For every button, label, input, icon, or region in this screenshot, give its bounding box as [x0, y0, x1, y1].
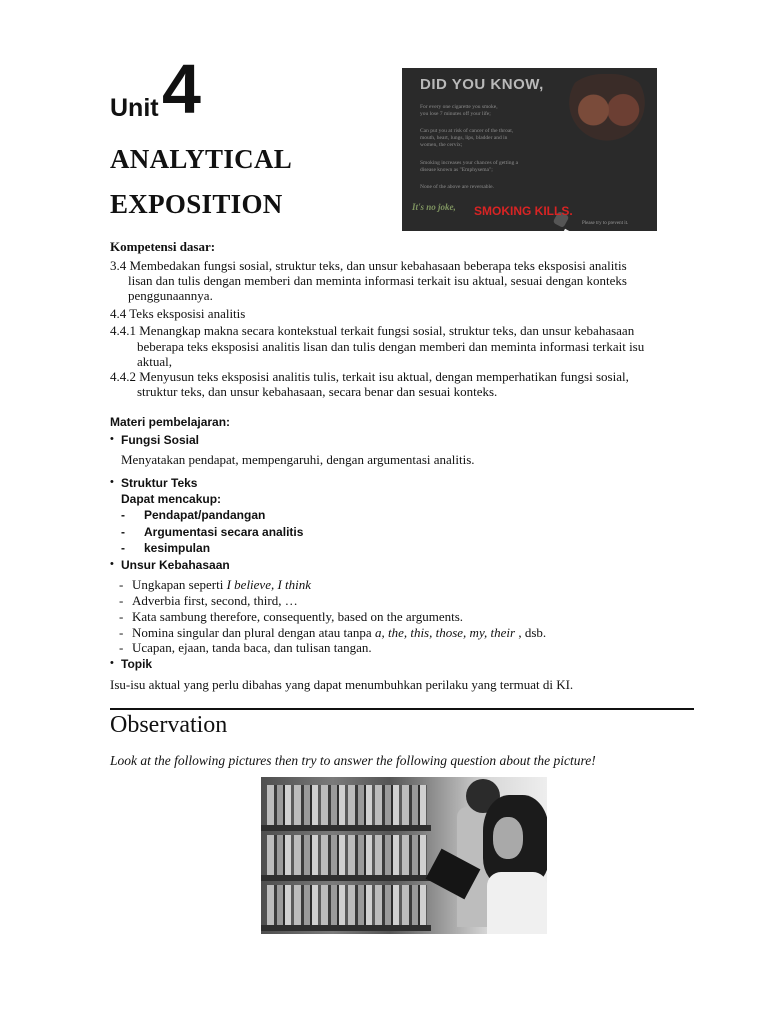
kompetensi-item: 4.4.2 Menyusun teks eksposisi analitis tulis, terkait isu aktual, dengan memperhatikan fungsi sosial,	[110, 369, 629, 384]
bookshelf-books	[267, 785, 427, 825]
poster-text-line: Can put you at risk of cancer of the throat,	[420, 128, 514, 134]
struktur-teks-sub: Dapat mencakup:	[121, 492, 222, 506]
lungs-illustration	[562, 74, 652, 146]
kompetensi-item: 4.4 Teks eksposisi analitis	[110, 306, 246, 321]
student-woman-face	[493, 817, 523, 859]
observation-title: Observation	[110, 712, 228, 738]
anti-smoking-poster	[402, 68, 657, 231]
unsur-item: Ucapan, ejaan, tanda baca, dan tulisan tangan.	[132, 640, 372, 655]
struktur-item: Argumentasi secara analitis	[144, 525, 304, 539]
unsur-kebahasaan-label: Unsur Kebahasaan	[121, 558, 230, 572]
dash-icon: -	[119, 609, 124, 624]
poster-text-line: Smoking increases your chances of getting a	[420, 160, 519, 166]
unsur-item-italic: a, the, this, those, my, their	[374, 625, 516, 640]
title-line-1: ANALYTICAL	[110, 144, 293, 174]
poster-text-line: women, the cervix;	[420, 142, 463, 148]
fungsi-sosial-label: Fungsi Sosial	[121, 433, 200, 447]
poster-title: DID YOU KNOW,	[420, 76, 544, 93]
dash-icon: -	[121, 525, 125, 539]
struktur-teks-label: Struktur Teks	[121, 476, 198, 490]
bookshelf-shelf	[261, 875, 431, 881]
dash-icon: -	[119, 577, 124, 592]
bookshelf-books	[267, 885, 427, 925]
kompetensi-item: penggunaannya.	[128, 288, 213, 303]
kompetensi-item: beberapa teks eksposisi analitis lisan dan tulis dengan memberi dan meminta informasi terkait isu	[137, 339, 645, 354]
bullet-icon: •	[110, 657, 114, 669]
dash-icon: -	[121, 541, 125, 555]
struktur-item: Pendapat/pandangan	[144, 508, 266, 522]
bullet-icon: •	[110, 558, 114, 570]
dash-icon: -	[119, 625, 124, 640]
unit-number: 4	[162, 50, 201, 128]
library-photo	[261, 777, 547, 934]
poster-text-line: disease known as "Emphysema";	[420, 167, 493, 173]
poster-smoking-kills: SMOKING KILLS.	[474, 204, 573, 218]
dash-icon: -	[121, 508, 125, 522]
unsur-item	[132, 577, 311, 593]
poster-footer: Please try to prevent it.	[582, 221, 629, 226]
title-line-2: EXPOSITION	[110, 189, 283, 219]
unsur-item-text: Ungkapan seperti	[132, 577, 227, 592]
materi-heading: Materi pembelajaran:	[110, 415, 231, 429]
poster-text-line: you lose 7 minutes off your life;	[420, 111, 491, 117]
bookshelf-shelf	[261, 925, 431, 931]
student-woman	[487, 872, 547, 934]
cigarette-icon	[559, 229, 632, 231]
poster-text-line: mouth, heart, lungs, lips, bladder and in	[420, 135, 508, 141]
unsur-item-text: , dsb.	[515, 625, 547, 640]
bookshelf-books	[267, 835, 427, 875]
kompetensi-item: 4.4.1 Menangkap makna secara kontekstual terkait fungsi sosial, struktur teks, dan unsur kebahasaan	[110, 323, 635, 338]
poster-no-joke: It's no joke,	[412, 202, 456, 212]
section-divider	[110, 708, 694, 710]
unsur-item: Kata sambung therefore, consequently, based on the arguments.	[132, 609, 464, 624]
unsur-item-text: Nomina singular dan plural dengan atau tanpa	[132, 625, 375, 640]
unit-label: Unit	[110, 94, 159, 122]
kompetensi-heading: Kompetensi dasar:	[110, 239, 216, 254]
unsur-item-italic: I believe, I think	[226, 577, 312, 592]
topik-label: Topik	[121, 657, 153, 671]
observation-instruction: Look at the following pictures then try to answer the following question about the picture!	[110, 753, 596, 768]
kompetensi-item: aktual,	[137, 354, 173, 369]
kompetensi-item: lisan dan tulis dengan memberi dan meminta informasi terkait isu aktual, sesuai dengan konteks	[128, 273, 627, 288]
bookshelf-shelf	[261, 825, 431, 831]
unsur-item: Adverbia first, second, third, …	[132, 593, 298, 608]
fungsi-sosial-text: Menyatakan pendapat, mempengaruhi, dengan argumentasi analitis.	[121, 452, 475, 467]
dash-icon: -	[119, 593, 124, 608]
struktur-item: kesimpulan	[144, 541, 211, 555]
poster-text-line: None of the above are reversable.	[420, 184, 494, 190]
bullet-icon: •	[110, 433, 114, 445]
kompetensi-item: 3.4 Membedakan fungsi sosial, struktur teks, dan unsur kebahasaan beberapa teks eksposisi analitis	[110, 258, 627, 273]
bullet-icon: •	[110, 476, 114, 488]
kompetensi-item: struktur teks, dan unsur kebahasaan, secara benar dan sesuai konteks.	[137, 384, 498, 399]
unsur-item	[132, 625, 546, 641]
dash-icon: -	[119, 640, 124, 655]
topik-text: Isu-isu aktual yang perlu dibahas yang dapat menumbuhkan perilaku yang termuat di KI.	[110, 677, 574, 692]
poster-text-line: For every one cigarette you smoke,	[420, 104, 498, 110]
